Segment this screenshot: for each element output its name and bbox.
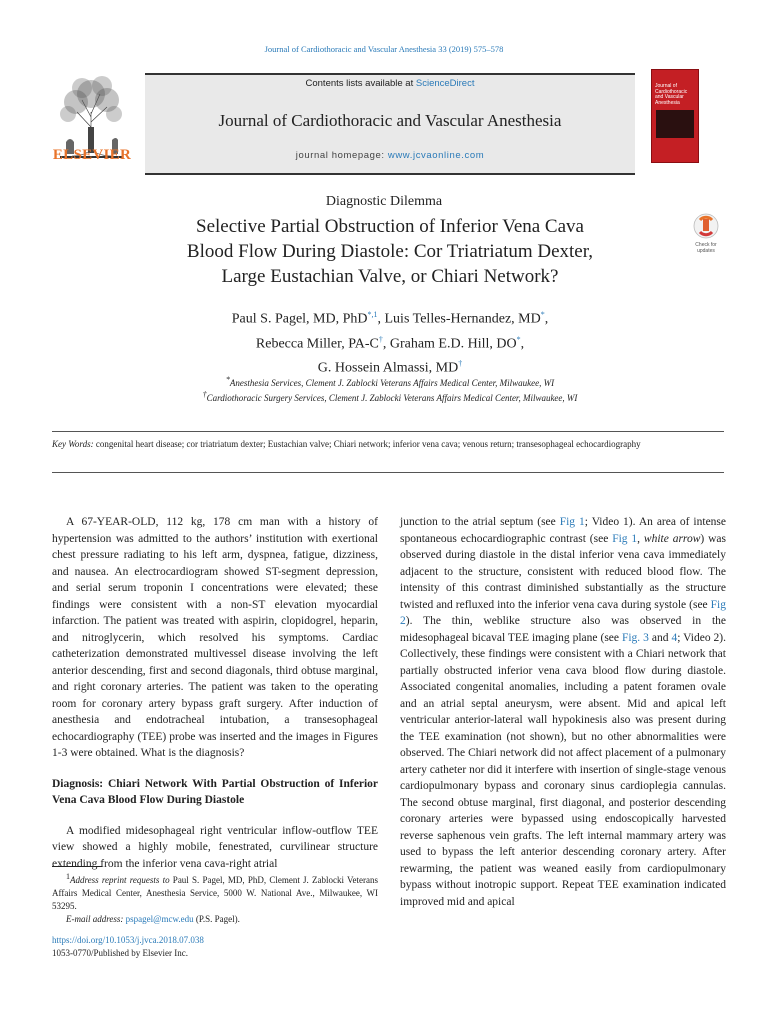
author-name: , Luis Telles-Hernandez, MD [377, 311, 541, 327]
title-line: Selective Partial Obstruction of Inferior Vena Cava [196, 216, 584, 237]
author-affiliation-mark[interactable]: † [378, 334, 383, 344]
emphasis-text: white arrow [643, 532, 701, 545]
homepage-prefix: journal homepage: [295, 150, 388, 161]
article-section: Diagnostic Dilemma [325, 194, 443, 209]
homepage-link[interactable]: www.jcvaonline.com [387, 150, 485, 161]
keywords [52, 438, 724, 450]
author-separator: , [520, 336, 525, 352]
author-line [140, 330, 640, 355]
svg-text:Check for: Check for [695, 242, 717, 248]
check-for-updates-button[interactable] [690, 212, 722, 256]
issn-line: 1053-0770/Published by Elsevier Inc. [52, 948, 188, 958]
affiliation-text: Cardiothoracic Surgery Services, Clement J. Zablocki Veterans Affairs Medical Center, Milwaukee, WI [206, 393, 578, 403]
body-paragraph: A 67-YEAR-OLD, 112 kg, 178 cm man with a history of hypertension was admitted to the authors’ institution with exertional chest pressure radiating to his left arm, dyspnea, fatigue, dizziness, and nausea. An electrocardiogram showed ST-segment depression, and serial serum troponin I concentrations were elevated; these findings were consistent with a non-ST elevation myocardial infarction. The patient was treated with aspirin, clopidogrel, heparin, and nitroglycerin, which resolved his symptoms. Cardiac catheterization demonstrated multivessel disease involving the left anterior descending, first and second diagonals, third obtuse marginal, and right coronary arteries. The patient was taken to the operating room for coronary artery bypass graft surgery. After induction of anesthesia and endotracheal intubation, a transesophageal echocardiography (TEE) probe was inserted and the images in Figures 1-3 were obtained. What is the diagnosis? [52, 516, 378, 759]
author-name: Paul S. Pagel, MD, PhD [231, 311, 368, 327]
title-line: Large Eustachian Valve, or Chiari Network? [221, 266, 559, 287]
journal-cover-thumbnail[interactable] [651, 69, 699, 163]
author-affiliation-mark[interactable]: * [516, 334, 521, 344]
author-name: , Graham E.D. Hill, DO [382, 336, 517, 352]
author-affiliation-mark[interactable]: * [540, 310, 545, 319]
check-updates-icon [690, 212, 722, 256]
figure-link[interactable]: Fig 2 [400, 598, 726, 627]
article-title [140, 214, 640, 289]
svg-text:updates: updates [697, 248, 715, 254]
author-name: G. Hossein Almassi, MD [317, 360, 459, 376]
cover-image [656, 110, 694, 138]
sciencedirect-link[interactable]: ScienceDirect [415, 78, 475, 89]
email-suffix: (P.S. Pagel). [193, 914, 240, 924]
cover-title: Journal of Cardiothoracic and Vascular Anesthesia [655, 83, 688, 106]
title-line: Blood Flow During Diastole: Cor Triatriatum Dexter, [186, 241, 594, 262]
footnote-email [52, 913, 378, 926]
footnote-mark: 1 [66, 872, 70, 881]
email-label: E-mail address: [66, 914, 124, 924]
contents-prefix: Contents lists available at [305, 78, 416, 89]
text-run: ). The thin, weblike structure also was observed in the midesophageal bicaval TEE imaging plane (see [400, 615, 726, 644]
figure-link[interactable]: Fig 1 [559, 516, 585, 528]
author-line [140, 305, 640, 330]
right-column [400, 514, 726, 910]
journal-citation[interactable]: Journal of Cardiothoracic and Vascular Anesthesia 33 (2019) 575–578 [264, 44, 504, 54]
footnote-divider [52, 866, 102, 867]
text-run: and [648, 631, 672, 644]
text-run: ; Video 1). An area of intense spontaneous echocardiographic contrast (see [400, 516, 727, 545]
journal-homepage [145, 150, 635, 161]
keywords-list: congenital heart disease; cor triatriatum dexter; Eustachian valve; Chiari network; inferior vena cava; venous return; transesophageal echocardiography [93, 439, 641, 449]
text-run: , [637, 532, 644, 545]
body-paragraph: A modified midesophageal right ventricular inflow-outflow TEE view showed a highly mobile, fenestrated, curvilinear structure extending from the inferior vena cava-right atrial [52, 824, 378, 870]
affiliation [140, 389, 640, 404]
publisher-name: ELSEVIER [52, 147, 132, 163]
left-column [52, 514, 378, 872]
keywords-divider-top [52, 431, 724, 432]
address-text: Paul S. Pagel, MD, PhD, Clement J. Zablocki Veterans Affairs Medical Center, Anesthesia Service, 5000 W. National Ave., Milwaukee, WI 53295. [52, 875, 378, 911]
text-run: ; Video 2). Collectively, these findings were consistent with a Chiari network that partially obstructed inferior vena cava blood flow during diastole. Associated congenital anomalies, including a patent foramen ovale and an atrial septal aneurysm, were absent. Mid and apical left ventricular anterior-lateral wall hypokinesis also was present during the TEE examination (not shown), but no other abnormalities were observed. The Chiari network did not affect placement of a pulmonary artery catheter nor did it interfere with insertion of single-stage venous cardiopulmonary bypass and coronary sinus cardioplegia cannulas. The second obtuse marginal, first diagonal, and posterior descending coronary arteries were bypassed using endoscopically harvested reverse saphenous vein grafts. The left internal mammary artery was used to bypass the left anterior descending coronary artery. After rewarming, the patient was weaned easily from cardiopulmonary bypass without inotropic support. Repeat TEE examination indicated improved mid and apical [400, 631, 726, 908]
keywords-label: Key Words: [52, 439, 94, 449]
email-link[interactable]: pspagel@mcw.edu [125, 914, 194, 924]
diagnosis-heading: Diagnosis: Chiari Network With Partial Obstruction of Inferior Vena Cava Blood Flow During Diastole [52, 777, 378, 806]
author-list [140, 305, 640, 379]
journal-title: Journal of Cardiothoracic and Vascular Anesthesia [218, 111, 562, 130]
author-affiliation-mark[interactable]: † [458, 359, 463, 369]
author-affiliation-mark[interactable]: *,1 [367, 310, 378, 319]
author-separator: , [544, 311, 549, 327]
affiliation-mark: * [225, 375, 230, 384]
address-label: Address reprint requests to [70, 875, 170, 885]
figure-link[interactable]: Fig. 3 [621, 631, 649, 644]
text-run: ) was observed during diastole in the distal inferior vena cava immediately adjacent to the structure, consistent with reduced blood flow. The intensity of this contrast diminished substantially as the structure twisted and refluxed into the inferior vena cava during systole (see [400, 532, 726, 611]
figure-link[interactable]: Fig 1 [612, 532, 638, 545]
body-paragraph [400, 514, 726, 910]
footnote-address [52, 870, 378, 913]
affiliations [140, 374, 640, 404]
keywords-divider-bottom [52, 472, 724, 473]
text-run: junction to the atrial septum (see [400, 516, 560, 528]
doi-link[interactable]: https://doi.org/10.1053/j.jvca.2018.07.038 [52, 935, 204, 945]
contents-line [145, 78, 635, 89]
affiliation-mark: † [202, 390, 207, 399]
affiliation [140, 374, 640, 389]
footnote [52, 870, 378, 926]
figure-link[interactable]: 4 [671, 631, 678, 644]
author-name: Rebecca Miller, PA-C [255, 336, 379, 352]
affiliation-text: Anesthesia Services, Clement J. Zablocki Veterans Affairs Medical Center, Milwaukee, WI [229, 378, 555, 388]
